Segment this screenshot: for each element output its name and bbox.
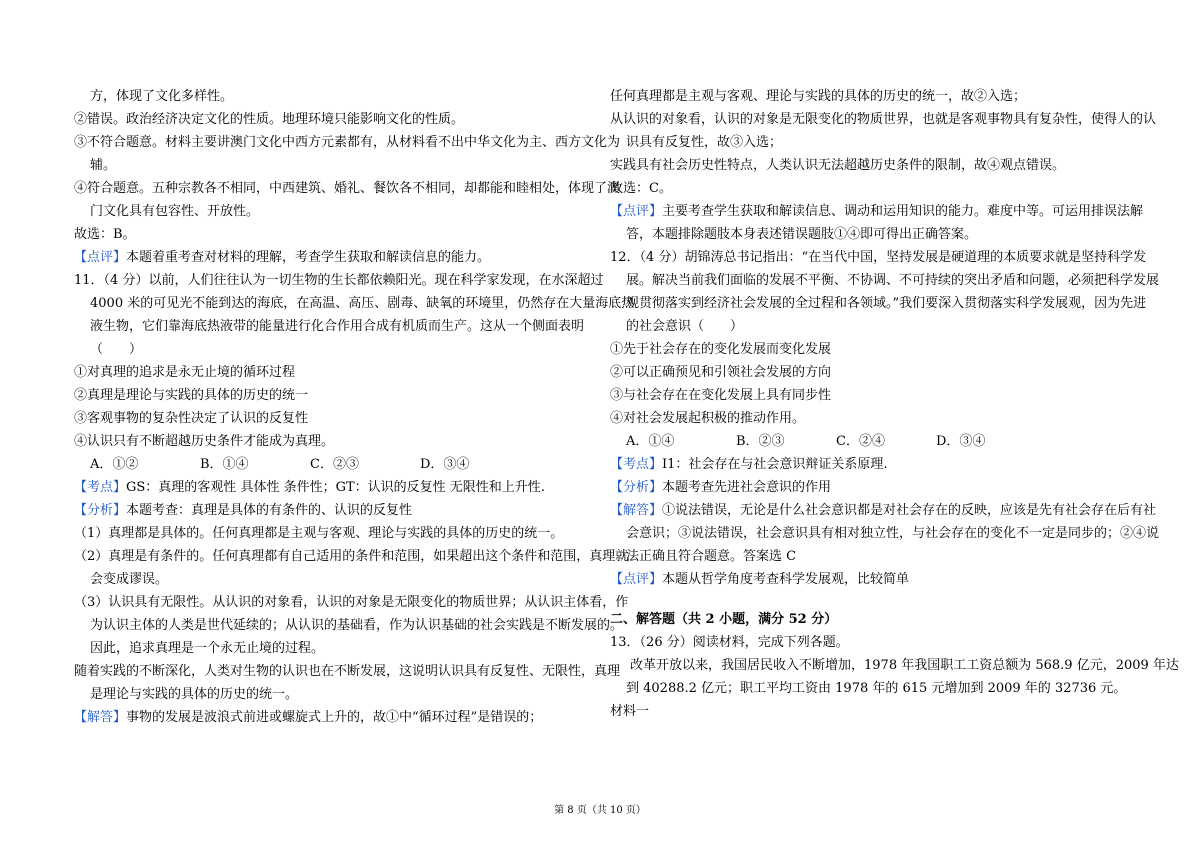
jieda-line: 会意识；③说法错误，社会意识具有相对独立性，与社会存在的变化不一定是同步的；②④说 (626, 526, 1160, 541)
option-d: D．③④ (936, 434, 986, 449)
text-line: 从认识的对象看，认识的对象是无限变化的物质世界，也就是客观事物具有复杂性，使得人的认 (610, 112, 1157, 127)
comment-tag: 【点评】 (610, 572, 663, 587)
question-12-line: 展。解决当前我们面临的发展不平衡、不协调、不可持续的突出矛盾和问题，必须把科学发展 (626, 273, 1160, 288)
question-11-line: 11．（4 分）以前，人们往往认为一切生物的生长都依赖阳光。现在科学家发现，在水深超过 (74, 273, 604, 288)
analysis-line: （2）真理是有条件的。任何真理都有自己适用的条件和范围，如果超出这个条件和范围，真理就 (74, 549, 629, 564)
comment-line: 答，本题排除题肢本身表述错误题肢①④即可得出正确答案。 (626, 227, 978, 242)
jieda-line (74, 709, 542, 727)
comment-tag: 【点评】 (610, 204, 663, 219)
comment-tag: 【点评】 (74, 250, 127, 265)
statement-3: ③与社会存在在变化发展上具有同步性 (610, 388, 832, 403)
fenxi-tag: 【分析】 (74, 503, 127, 518)
comment-text: 本题从哲学角度考查科学发展观，比较简单 (662, 572, 910, 587)
question-11-line: 液生物，它们靠海底热液带的能量进行化合作用合成有机质而生产。这从一个侧面表明 (90, 319, 585, 334)
question-12-line: 的社会意识（ ） (626, 319, 744, 334)
statement-3: ③客观事物的复杂性决定了认识的反复性 (74, 411, 309, 426)
text-line: ④符合题意。五种宗教各不相同，中西建筑、婚礼、餐饮各不相同，却都能和睦相处，体现了澳 (74, 181, 621, 196)
kaodian-tag: 【考点】 (610, 457, 663, 472)
comment-line (74, 249, 490, 267)
statement-1: ①先于社会存在的变化发展而变化发展 (610, 342, 832, 357)
answer-line: 故选：B。 (74, 227, 136, 242)
option-b: B．②③ (736, 434, 785, 449)
jieda-text: ①说法错误，无论是什么社会意识都是对社会存在的反映，应该是先有社会存在后有社 (662, 503, 1157, 518)
fenxi-tag: 【分析】 (610, 480, 663, 495)
comment-text: 本题着重考查对材料的理解，考查学生获取和解读信息的能力。 (126, 250, 491, 265)
option-c: C．②③ (310, 457, 359, 472)
analysis-line: 因此，追求真理是一个永无止境的过程。 (90, 641, 325, 656)
kaodian-line (610, 456, 888, 474)
text-line: 识具有反复性，故③入选； (626, 135, 783, 150)
question-12-line: 观贯彻落实到经济社会发展的全过程和各领域。”我们要深入贯彻落实科学发展观，因为先进 (626, 296, 1147, 311)
option-b: B．①④ (200, 457, 249, 472)
comment-line (610, 571, 909, 589)
question-12-line: 12．（4 分）胡锦涛总书记指出：“在当代中国，坚持发展是硬道理的本质要求就是坚持科学发 (610, 250, 1147, 265)
comment-line (610, 203, 1143, 221)
option-d: D．③④ (420, 457, 470, 472)
option-a: A．①② (90, 457, 139, 472)
analysis-line: 为认识主体的人类是世代延续的；从认识的基础看，作为认识基础的社会实践是不断发展的。 (90, 618, 624, 633)
jieda-line (610, 502, 1156, 520)
fenxi-text: 本题考查：真理是具体的有条件的、认识的反复性 (126, 503, 413, 518)
material-line: 到 40288.2 亿元；职工平均工资由 1978 年的 615 元增加到 2009 年的 32736 元。 (626, 681, 1127, 696)
analysis-line: 会变成谬误。 (90, 572, 169, 587)
material-line: 改革开放以来，我国居民收入不断增加，1978 年我国职工工资总额为 568.9 亿元，2009 年达 (630, 658, 1179, 673)
jieda-text: 事物的发展是波浪式前进或螺旋式上升的，故①中“循环过程”是错误的； (126, 710, 543, 725)
page-footer: 第 8 页（共 10 页） (554, 805, 646, 816)
question-13-line: 13．（26 分）阅读材料，完成下列各题。 (610, 635, 849, 650)
statement-4: ④对社会发展起积极的推动作用。 (610, 411, 806, 426)
kaodian-text: I1：社会存在与社会意识辩证关系原理. (662, 457, 888, 472)
statement-1: ①对真理的追求是永无止境的循环过程 (74, 365, 296, 380)
text-line: 门文化具有包容性、开放性。 (90, 204, 260, 219)
fenxi-text: 本题考查先进社会意识的作用 (662, 480, 832, 495)
option-a: A．①④ (626, 434, 675, 449)
section-heading: 二、解答题（共 2 小题，满分 52 分） (610, 612, 838, 627)
kaodian-line (74, 479, 545, 497)
jieda-tag: 【解答】 (74, 710, 127, 725)
text-line: 任何真理都是主观与客观、理论与实践的具体的历史的统一，故②入选； (610, 89, 1027, 104)
text-line: ③不符合题意。材料主要讲澳门文化中西方元素都有，从材料看不出中华文化为主、西方文化为 (74, 135, 621, 150)
analysis-line: （3）认识具有无限性。从认识的对象看，认识的对象是无限变化的物质世界；从认识主体看，作 (74, 595, 629, 610)
material-label: 材料一 (610, 704, 650, 719)
kaodian-text: GS：真理的客观性 具体性 条件性；GT：认识的反复性 无限性和上升性. (126, 480, 545, 495)
kaodian-tag: 【考点】 (74, 480, 127, 495)
analysis-line: 是理论与实践的具体的历史的统一。 (90, 687, 299, 702)
comment-text: 主要考查学生获取和解读信息、调动和运用知识的能力。难度中等。可运用排误法解 (662, 204, 1144, 219)
options-row (626, 433, 1036, 451)
statement-2: ②真理是理论与实践的具体的历史的统一 (74, 388, 309, 403)
jieda-line: 法正确且符合题意。答案选 C (626, 549, 797, 564)
analysis-line: （1）真理都是具体的。任何真理都是主观与客观、理论与实践的具体的历史的统一。 (74, 526, 564, 541)
question-11-line: 4000 米的可见光不能到达的海底，在高温、高压、剧毒、缺氧的环境里，仍然存在大量海底热 (90, 296, 635, 311)
option-c: C．②④ (836, 434, 885, 449)
text-line: 方，体现了文化多样性。 (90, 89, 234, 104)
answer-line: 故选：C。 (610, 181, 672, 196)
question-11-line: （ ） (90, 342, 143, 357)
fenxi-line (610, 479, 831, 497)
text-line: 辅。 (90, 158, 117, 173)
statement-4: ④认识只有不断超越历史条件才能成为真理。 (74, 434, 335, 449)
text-line: ②错误。政治经济决定文化的性质。地理环境只能影响文化的性质。 (74, 112, 465, 127)
options-row (90, 456, 530, 474)
jieda-tag: 【解答】 (610, 503, 663, 518)
fenxi-line (74, 502, 412, 520)
statement-2: ②可以正确预见和引领社会发展的方向 (610, 365, 832, 380)
analysis-line: 随着实践的不断深化，人类对生物的认识也在不断发展，这说明认识具有反复性、无限性，真理 (74, 664, 621, 679)
text-line: 实践具有社会历史性特点，人类认识无法超越历史条件的限制，故④观点错误。 (610, 158, 1066, 173)
